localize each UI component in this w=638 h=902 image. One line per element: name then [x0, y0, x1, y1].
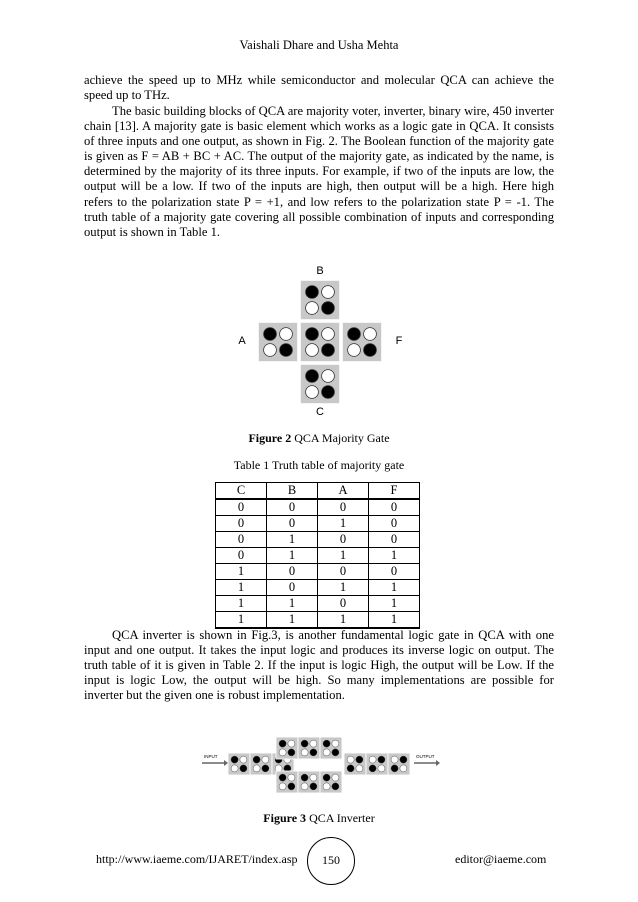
truth-table [215, 482, 420, 629]
qca-cell-input [250, 753, 272, 775]
input-arrow-head [224, 760, 228, 766]
header-b: B [267, 483, 318, 500]
table-cell: 1 [318, 548, 369, 564]
qca-cell-input [228, 753, 250, 775]
table-cell: 0 [318, 532, 369, 548]
figure2-caption [0, 431, 638, 446]
table-cell: 0 [216, 516, 267, 532]
header-c: C [216, 483, 267, 500]
table-row [216, 596, 420, 612]
label-c: C [316, 406, 324, 418]
table-cell: 0 [267, 516, 318, 532]
table-cell: 0 [267, 580, 318, 596]
table-cell: 0 [369, 499, 420, 516]
input-label: INPUT [204, 754, 218, 759]
table-cell: 1 [267, 548, 318, 564]
output-label: OUTPUT [416, 754, 435, 759]
table-cell: 1 [267, 596, 318, 612]
table-cell: 0 [318, 564, 369, 580]
qca-cell-output [366, 753, 388, 775]
paragraph-text: achieve the speed up to MHz while semiconductor and molecular QCA can achieve the speed up to THz. [84, 73, 554, 103]
table-cell: 1 [369, 548, 420, 564]
paragraph-text: QCA inverter is shown in Fig.3, is another fundamental logic gate in QCA with one input and one output. It takes the input logic and produces its inverse logic on output. The truth table of it is given in Table 2. If the input is logic High, the output will be Low. If the input is logic Low, the output will be high. So many implementations are possible for inverter but the given one is robust implementation. [84, 628, 554, 703]
page-number: 150 [307, 837, 355, 885]
label-b: B [316, 265, 324, 277]
table-row [216, 580, 420, 596]
paragraph-inverter [84, 628, 554, 703]
table-header-row [216, 483, 420, 500]
caption-text: QCA Majority Gate [291, 431, 390, 445]
table-cell: 0 [216, 548, 267, 564]
table-cell: 1 [369, 596, 420, 612]
qca-cell-c [300, 364, 340, 404]
paragraph-building-blocks [84, 104, 554, 240]
caption-label: Figure 2 [248, 431, 292, 445]
table-cell: 1 [216, 596, 267, 612]
paragraph-text: The basic building blocks of QCA are majority voter, inverter, binary wire, 450 inverter chain [13]. A majority gate is basic element which works as a logic gate in QCA. It consists of three inputs and one output, as shown in Fig. 2. The Boolean function of the majority gate is given as F = AB + BC + AC. The output of the majority gate, as indicated by the name, is determined by the majority of its three inputs. For example, if two of the inputs are low, the output will be a low. If two of the inputs are high, then output will be a high. Here high refers to the polarization state P = +1, and low refers to the polarization state P = -1. The truth table of a majority gate covering all possible combination of inputs and corresponding output is shown in Table 1. [84, 104, 554, 239]
table-cell: 0 [267, 564, 318, 580]
table-cell: 0 [216, 499, 267, 516]
table-row [216, 564, 420, 580]
table-cell: 1 [216, 564, 267, 580]
qca-cell-lower [298, 771, 320, 793]
inverter-figure [200, 737, 440, 809]
table-cell: 0 [318, 499, 369, 516]
majority-gate-figure [229, 262, 419, 422]
qca-cell-lower [320, 771, 342, 793]
caption-label: Figure 3 [263, 811, 307, 825]
table-row [216, 612, 420, 629]
table-cell: 0 [267, 499, 318, 516]
qca-cell-upper [320, 737, 342, 759]
table-cell: 0 [369, 532, 420, 548]
table-cell: 1 [369, 580, 420, 596]
qca-cell-lower [276, 771, 298, 793]
caption-text: QCA Inverter [306, 811, 375, 825]
footer-email: editor@iaeme.com [455, 852, 547, 866]
table-cell: 1 [318, 580, 369, 596]
table-row [216, 499, 420, 516]
running-header: Vaishali Dhare and Usha Mehta [239, 38, 399, 52]
footer-url: http://www.iaeme.com/IJARET/index.asp [96, 852, 298, 866]
qca-cell-output [344, 753, 366, 775]
table-cell: 0 [369, 516, 420, 532]
label-a: A [238, 335, 246, 347]
label-f: F [395, 335, 403, 347]
table1-title: Table 1 Truth table of majority gate [233, 458, 405, 472]
qca-cell-b [300, 280, 340, 320]
table-cell: 1 [267, 612, 318, 629]
output-arrow-head [436, 760, 440, 766]
header-f: F [369, 483, 420, 500]
paragraph-continuation [84, 73, 554, 103]
table-cell: 1 [216, 580, 267, 596]
table-cell: 0 [216, 532, 267, 548]
header-a: A [318, 483, 369, 500]
table-row [216, 532, 420, 548]
table-cell: 0 [318, 596, 369, 612]
table-cell: 1 [267, 532, 318, 548]
table-cell: 0 [369, 564, 420, 580]
qca-cell-center [300, 322, 340, 362]
table-row [216, 548, 420, 564]
table-row [216, 516, 420, 532]
table-cell: 1 [369, 612, 420, 629]
table-cell: 1 [216, 612, 267, 629]
table-cell: 1 [318, 612, 369, 629]
figure3-caption [0, 811, 638, 826]
table-cell: 1 [318, 516, 369, 532]
qca-cell-upper [298, 737, 320, 759]
qca-cell-a [258, 322, 298, 362]
qca-cell-upper [276, 737, 298, 759]
qca-cell-output [388, 753, 410, 775]
qca-cell-f [342, 322, 382, 362]
